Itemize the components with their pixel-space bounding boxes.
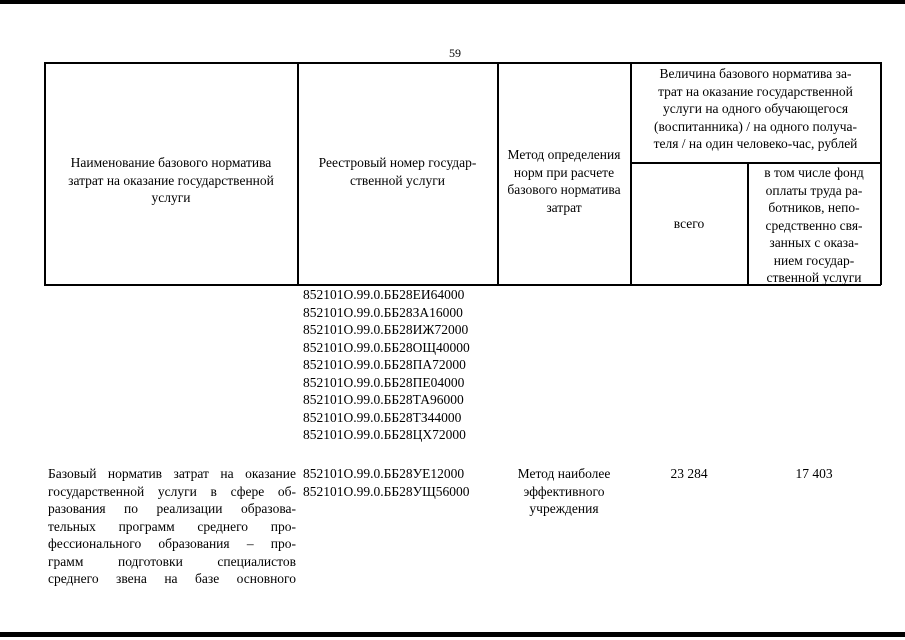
bottom-border [0, 632, 905, 637]
registry-code: 852101О.99.0.ББ28ПА72000 [303, 357, 466, 372]
normative-name: Базовый норматив затрат на оказание государственной услуги в сфере об- разования по реализации образова- тельных программ среднего про- фессионального образования – про- грамм подготовки специалистов среднего звена на базе основного [48, 466, 296, 586]
header-method-column: Метод определения норм при расчете базового норматива затрат [507, 147, 621, 215]
top-border [0, 0, 905, 4]
row-method: Метод наиболее эффективного учреждения [517, 466, 611, 516]
registry-code: 852101О.99.0.ББ28ПЕ04000 [303, 374, 465, 390]
table-line [880, 62, 882, 285]
page-number: 59 [449, 46, 461, 60]
row-total-value: 23 284 [670, 466, 708, 481]
table-line [44, 62, 881, 64]
header-salary-fund: в том числе фонд оплаты труда ра- ботников, непо- средственно свя- занных с оказа- нием государ- ственной услуги [764, 165, 864, 285]
row-salary-fund-value: 17 403 [795, 466, 833, 481]
registry-code: 852101О.99.0.ББ28ЕИ64000 [303, 287, 465, 302]
registry-code: 852101О.99.0.ББ28УЩ56000 [303, 483, 470, 499]
continued-registry-codes [303, 286, 470, 444]
header-registry-column: Реестровый номер государ- ственной услуги [318, 155, 477, 188]
registry-code: 852101О.99.0.ББ28ЗА16000 [303, 304, 463, 320]
row-registry-codes [303, 465, 470, 500]
registry-code: 852101О.99.0.ББ28ТЗ44000 [303, 409, 462, 425]
registry-code: 852101О.99.0.ББ28УЕ12000 [303, 466, 465, 481]
registry-code: 852101О.99.0.ББ28ИЖ72000 [303, 322, 469, 337]
registry-code: 852101О.99.0.ББ28ТА96000 [303, 392, 464, 407]
registry-code: 852101О.99.0.ББ28ОЩ40000 [303, 339, 470, 355]
header-name-column: Наименование базового норматива затрат на оказание государственной услуги [68, 155, 274, 205]
registry-code: 852101О.99.0.ББ28ЦХ72000 [303, 427, 466, 442]
header-total: всего [673, 216, 705, 231]
header-normative-value: Величина базового норматива за- трат на оказание государственной услуги на одного обучающегося (воспитанника) / на одного получа- теля / на один человеко-час, рублей [653, 66, 858, 151]
